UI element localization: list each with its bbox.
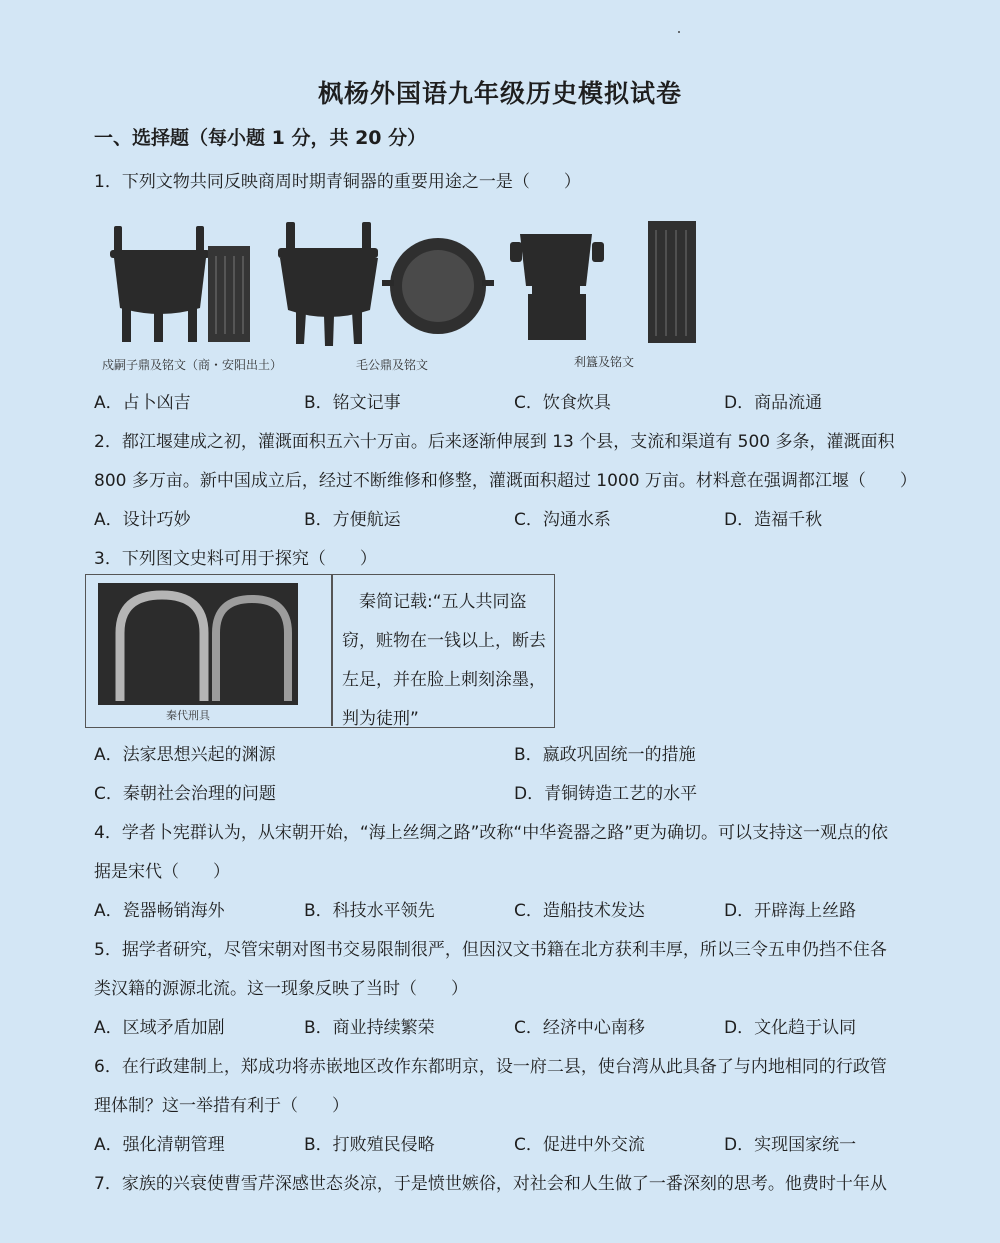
q4-option-c[interactable]: C．造船技术发达 <box>514 901 645 921</box>
q4-line-2: 据是宋代（ ） <box>94 862 230 882</box>
q5-line-1: 5．据学者研究，尽管宋朝对图书交易限制很严，但因汉文书籍在北方获利丰厚，所以三令五申仍挡不住各 <box>94 940 887 960</box>
q7-line-1: 7．家族的兴衰使曹雪芹深感世态炎凉，于是愤世嫉俗，对社会和人生做了一番深刻的思考。他费时十年从 <box>94 1174 887 1194</box>
q1-option-a[interactable]: A．占卜凶吉 <box>94 393 191 413</box>
q5-option-c[interactable]: C．经济中心南移 <box>514 1018 645 1038</box>
q6-option-a[interactable]: A．强化清朝管理 <box>94 1135 225 1155</box>
ding-vessel-2 <box>278 222 378 346</box>
q1-option-b[interactable]: B．铭文记事 <box>304 393 401 413</box>
inscription-rubbing-1 <box>208 246 250 342</box>
qin-shackles-caption: 秦代刑具 <box>166 709 210 722</box>
caption-gui: 利簋及铭文 <box>574 355 635 369</box>
q4-option-b[interactable]: B．科技水平领先 <box>304 901 435 921</box>
inscription-rubbing-2 <box>648 221 696 343</box>
q3-option-b[interactable]: B．嬴政巩固统一的措施 <box>514 745 696 765</box>
speck <box>678 31 680 33</box>
q3-option-d[interactable]: D．青铜铸造工艺的水平 <box>514 784 698 804</box>
section-heading: 一、选择题（每小题 1 分，共 20 分） <box>94 127 427 149</box>
q6-line-1: 6．在行政建制上，郑成功将赤嵌地区改作东都明京，设一府二县，使台湾从此具备了与内地相同的行政管 <box>94 1057 887 1077</box>
q6-option-d[interactable]: D．实现国家统一 <box>724 1135 857 1155</box>
q2-line-2: 800 多万亩。新中国成立后，经过不断维修和修整，灌溉面积超过 1000 万亩。材料意在强调都江堰（ ） <box>94 471 917 491</box>
q5-option-a[interactable]: A．区域矛盾加剧 <box>94 1018 225 1038</box>
qin-shackles-image <box>98 583 298 705</box>
q3-option-c[interactable]: C．秦朝社会治理的问题 <box>94 784 276 804</box>
q6-line-2: 理体制？这一举措有利于（ ） <box>94 1096 349 1116</box>
q6-option-b[interactable]: B．打败殖民侵略 <box>304 1135 435 1155</box>
qin-bamboo-slip-quote: 秦简记载:“五人共同盗窃，赃物在一钱以上，断去左足，并在脸上刺刻涂墨，判为徒刑” <box>342 592 546 729</box>
caption-ding-1: 戍嗣子鼎及铭文（商・安阳出土） <box>102 358 283 372</box>
q5-option-b[interactable]: B．商业持续繁荣 <box>304 1018 435 1038</box>
q1-stem: 1．下列文物共同反映商周时期青铜器的重要用途之一是（ ） <box>94 172 581 192</box>
caption-ding-2: 毛公鼎及铭文 <box>356 358 429 372</box>
q5-line-2: 类汉籍的源源北流。这一现象反映了当时（ ） <box>94 979 468 999</box>
q3-source-box <box>85 574 555 728</box>
q2-option-a[interactable]: A．设计巧妙 <box>94 510 191 530</box>
q4-option-d[interactable]: D．开辟海上丝路 <box>724 901 857 921</box>
q1-option-d[interactable]: D．商品流通 <box>724 393 823 413</box>
box-divider <box>331 575 333 726</box>
q1-option-c[interactable]: C．饮食炊具 <box>514 393 611 413</box>
q2-option-d[interactable]: D．造福千秋 <box>724 510 823 530</box>
q4-option-a[interactable]: A．瓷器畅销海外 <box>94 901 225 921</box>
gui-vessel <box>510 234 604 340</box>
q4-line-1: 4．学者卜宪群认为，从宋朝开始，“海上丝绸之路”改称“中华瓷器之路”更为确切。可以支持这一观点的依 <box>94 823 889 843</box>
q6-option-c[interactable]: C．促进中外交流 <box>514 1135 645 1155</box>
bowl-interior <box>382 238 494 334</box>
q3-option-a[interactable]: A．法家思想兴起的渊源 <box>94 745 276 765</box>
q3-stem: 3．下列图文史料可用于探究（ ） <box>94 549 377 569</box>
ding-vessel-1 <box>110 226 210 342</box>
exam-title: 枫杨外国语九年级历史模拟试卷 <box>317 79 682 108</box>
q5-option-d[interactable]: D．文化趋于认同 <box>724 1018 857 1038</box>
q2-option-b[interactable]: B．方便航运 <box>304 510 401 530</box>
bronze-artifacts-image <box>100 216 710 351</box>
q2-option-c[interactable]: C．沟通水系 <box>514 510 611 530</box>
q2-line-1: 2．都江堰建成之初，灌溉面积五六十万亩。后来逐渐伸展到 13 个县，支流和渠道有 500 多条，灌溉面积 <box>94 432 895 452</box>
